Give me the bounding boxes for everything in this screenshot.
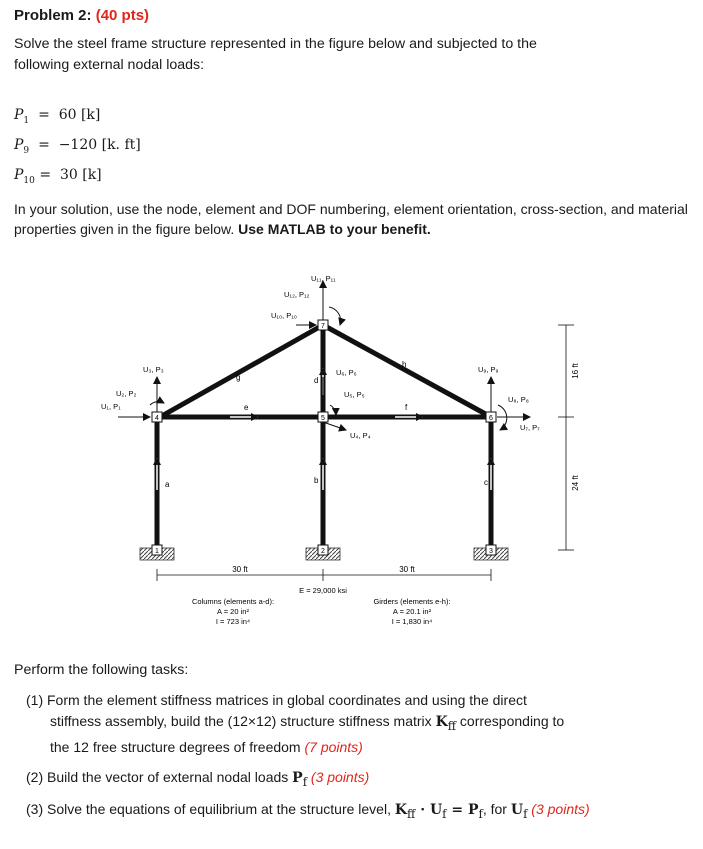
task-3-points: (3 points)	[531, 801, 590, 817]
node-4	[152, 412, 162, 422]
load-p10-value: 30 [k]	[59, 167, 102, 183]
task-1-line-2	[26, 711, 686, 737]
node-7-label: 7	[321, 323, 325, 330]
node-6-label: 6	[489, 415, 493, 422]
load-p9-value: −120 [k. ft]	[58, 137, 141, 153]
task-3	[26, 799, 686, 825]
node-2-label: 2	[321, 548, 325, 555]
task-3-k-sub: ff	[407, 806, 416, 821]
load-p10-sub: 10	[23, 175, 35, 186]
element-label-h: h	[402, 360, 407, 369]
dim-height-top: 16 ft	[571, 363, 580, 379]
load-p1-sym: P	[14, 107, 24, 123]
element-label-a: a	[165, 480, 170, 489]
node-7	[318, 320, 328, 330]
node-2	[318, 545, 328, 555]
intro-line-1: Solve the steel frame structure represented in the figure below and subjected to the	[14, 36, 537, 52]
rafter-g	[160, 325, 323, 417]
task-3-text: (3) Solve the equations of equilibrium at the structure level,	[26, 801, 395, 817]
dof-label-4: U₄, P₄	[350, 431, 371, 440]
node-5	[318, 412, 328, 422]
load-p9	[14, 137, 141, 156]
node-3-label: 3	[489, 548, 493, 555]
task-3-k: K	[394, 802, 408, 818]
dof-label-12: U₁₂, P₁₂	[284, 290, 310, 299]
task-2	[26, 767, 686, 793]
task-2-points: (3 points)	[310, 769, 370, 785]
load-p10-sym: P	[14, 167, 24, 183]
element-label-b: b	[314, 476, 319, 485]
element-label-g: g	[236, 373, 241, 382]
columns-inertia: I = 723 in⁴	[215, 617, 251, 626]
element-label-d: d	[314, 376, 319, 385]
dim-span-left: 30 ft	[232, 565, 248, 574]
problem-intro	[14, 34, 674, 76]
intro-line-2: following external nodal loads:	[14, 57, 205, 73]
dof-label-8: U₈, P₈	[508, 395, 529, 404]
dof-label-3: U₃, P₃	[143, 365, 164, 374]
problem-points: (40 pts)	[95, 7, 150, 24]
load-p1-sub: 1	[23, 115, 30, 126]
note-text: In your solution, use the node, element and DOF numbering, element orientation, cross-section, and material properties given in the figure below.	[14, 201, 688, 237]
task-1-line-3	[26, 737, 686, 758]
girders-area: A = 20.1 in²	[392, 607, 432, 616]
columns-title: Columns (elements a-d):	[191, 597, 275, 606]
dof-label-11: U₁₁, P₁₁	[311, 274, 336, 283]
load-p1-eq: =	[38, 107, 50, 123]
task-3-uf-sub: f	[523, 806, 528, 821]
columns-area: A = 20 in²	[217, 607, 249, 616]
dof-label-7: U₇, P₇	[520, 423, 540, 432]
dof-label-6: U₅, P₅	[344, 390, 365, 399]
note-bold: Use MATLAB to your benefit.	[238, 221, 431, 237]
node-1	[152, 545, 162, 555]
task-3-p-sub: f	[478, 806, 483, 821]
girders-inertia: I = 1,830 in⁴	[391, 617, 433, 626]
task-1-text-b2: corresponding to	[456, 713, 565, 729]
dof-label-5: U₆, P₆	[336, 368, 357, 377]
load-p9-sub: 9	[23, 145, 30, 156]
task-3-u-sub: f	[442, 806, 447, 821]
dof-arrow-6	[330, 405, 336, 415]
girders-title: Girders (elements e-h):	[373, 597, 451, 606]
dof-label-1: U₁, P₁	[101, 402, 121, 411]
load-p9-sym: P	[14, 137, 24, 153]
load-p1-value: 60 [k]	[58, 107, 101, 123]
node-6	[486, 412, 496, 422]
load-p10-eq: =	[39, 167, 52, 183]
node-3	[486, 545, 496, 555]
dim-height-column: 24 ft	[571, 475, 580, 491]
tasks-heading: Perform the following tasks:	[14, 662, 189, 678]
element-label-f: f	[405, 403, 408, 412]
task-2-text: (2) Build the vector of external nodal loads	[26, 769, 293, 785]
task-1-kff: K	[435, 714, 448, 730]
task-1	[26, 690, 686, 758]
dof-arrow-12	[329, 307, 341, 325]
load-p1	[14, 107, 100, 126]
node-1-label: 1	[155, 548, 159, 555]
node-4-label: 4	[155, 415, 159, 422]
dof-label-10: U₁₀, P₁₀	[271, 311, 297, 320]
dof-label-2: U₂, P₂	[116, 389, 137, 398]
dim-span-right: 30 ft	[399, 565, 415, 574]
task-2-pf-sub: f	[302, 774, 308, 789]
task-3-for: , for	[482, 801, 511, 817]
task-1-text-c: the 12 free structure degrees of freedom	[50, 738, 305, 755]
load-p10	[14, 167, 102, 186]
task-2-pf: P	[292, 770, 303, 786]
task-3-u: · U	[415, 802, 443, 818]
dof-label-9: U₉, P₉	[478, 365, 499, 374]
material-modulus: E = 29,000 ksi	[299, 586, 347, 595]
instruction-note	[14, 199, 694, 239]
element-label-e: e	[244, 403, 249, 412]
task-3-p: = P	[446, 802, 479, 818]
problem-title-text: Problem 2:	[14, 7, 92, 24]
task-3-uf: U	[510, 802, 524, 818]
task-1-kff-sub: ff	[447, 718, 457, 733]
task-1-line-1: (1) Form the element stiffness matrices in global coordinates and using the direct	[26, 692, 527, 708]
dof-arrow-4	[323, 422, 346, 430]
task-1-text-b1: stiffness assembly, build the (12×12) structure stiffness matrix	[50, 713, 436, 729]
node-5-label: 5	[321, 415, 325, 422]
load-p9-eq: =	[38, 137, 50, 153]
frame-figure	[0, 255, 703, 645]
element-label-c: c	[484, 478, 488, 487]
task-1-points: (7 points)	[304, 738, 363, 755]
problem-title	[14, 7, 149, 24]
